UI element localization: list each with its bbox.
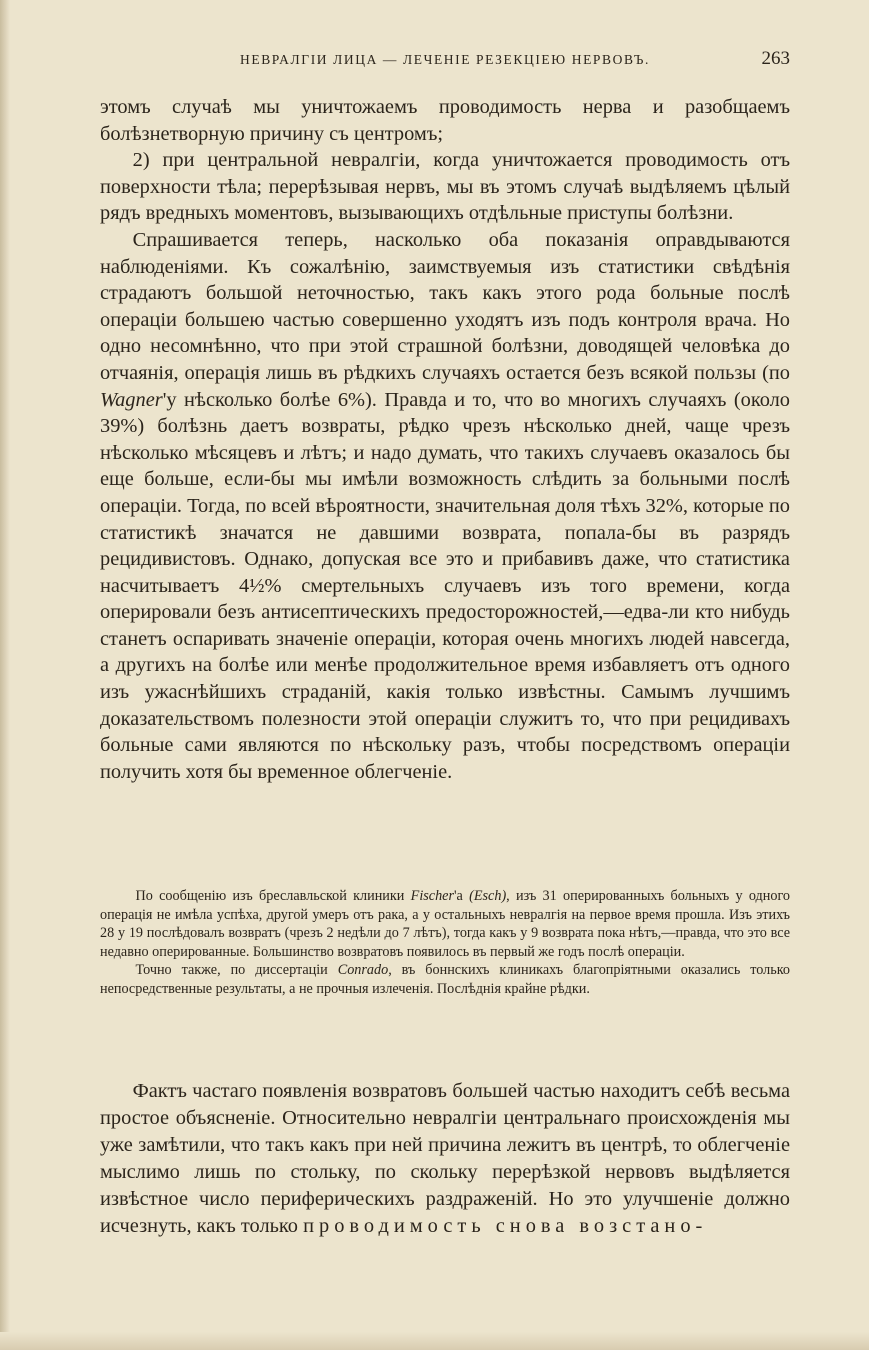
paragraph-4 <box>100 1078 790 1240</box>
footnote-1-part-c: , изъ 31 оперированныхъ больныхъ у одного операцiя не имѣла успѣха, другой умеръ отъ рака, а у остальныхъ невралгiя на первое время прошла. Изъ этихъ 28 у 19 послѣдовалъ возвратъ (чрезъ 2 недѣли до 7 лѣтъ), тогда какъ у 9 возврата пока нѣтъ,—правда, что это все недавно оперированные. Большинство возвратовъ появилось въ первый же годъ послѣ операцiи. <box>100 888 791 960</box>
footnotes <box>100 887 790 998</box>
footnote-1 <box>100 887 790 961</box>
paragraph-2: 2) при центральной невралгiи, когда уничтожается проводимость отъ поверхности тѣла; перерѣзывая нервъ, мы въ этомъ случаѣ выдѣляемъ цѣлый рядъ вредныхъ моментовъ, вызывающихъ отдѣльные приступы болѣзни. <box>100 149 790 225</box>
paragraph-1: этомъ случаѣ мы уничтожаемъ проводимость нерва и разобщаемъ болѣзнетворную причину съ центромъ; <box>100 96 790 145</box>
paragraph-3-part-a: Спрашивается теперь, насколько оба показанiя оправдываются наблюденiями. Къ сожалѣнiю, заимствуемыя изъ статистики свѣдѣнiя страдаютъ большой неточностью, такъ какъ этого рода больные послѣ операцiи большею частью совершенно уходятъ изъ подъ контроля врача. Но одно несомнѣнно, что при этой страшной болѣзни, доводящей человѣка до отчаянiя, операцiя лишь въ рѣдкихъ случаяхъ остается безъ всякой пользы (по <box>100 228 790 384</box>
page-header <box>100 50 790 76</box>
page-number: 263 <box>761 48 790 69</box>
author-conrado: Conrado <box>337 962 389 978</box>
continuation-text <box>100 1078 790 1240</box>
main-text <box>100 94 790 785</box>
paragraph-4-part-a: Фактъ частаго появленiя возвратовъ большей частью находитъ себѣ весьма простое объясненiе. Относительно невралгiи центральнаго происхожденiя мы уже замѣтили, что такъ какъ при ней причина лежитъ въ центрѣ, то облегченiе мыслимо лишь по стольку, по скольку перерѣзкой нервовъ выдѣляется извѣстное число периферическихъ раздраженiй. Но это улучшенiе должно исчезнуть, какъ только <box>100 1080 790 1237</box>
page-edge-shadow <box>0 0 10 1350</box>
author-esch: (Esch) <box>469 888 507 904</box>
footnote-2-part-a: Точно также, по диссертацiи <box>135 962 328 978</box>
running-head: НЕВРАЛГIИ ЛИЦА — ЛЕЧЕНIЕ РЕЗЕКЦIЕЮ НЕРВОВЪ. <box>240 52 650 67</box>
author-fischer: Fischer <box>410 888 454 904</box>
spaced-emphasis: проводимость снова возстано- <box>303 1215 708 1237</box>
paragraph-3 <box>100 227 790 785</box>
paragraph-3-part-b: 'у нѣсколько болѣе 6%). Правда и то, что во многихъ случаяхъ (около 39%) болѣзнь даетъ возвраты, рѣдко чрезъ нѣсколько дней, чаще чрезъ нѣсколько мѣсяцевъ и лѣтъ; и надо думать, что такихъ случаевъ оказалось бы еще больше, если-бы мы имѣли возможность слѣдить за больными послѣ операцiи. Тогда, по всей вѣроятности, значительная доля тѣхъ 32%, которые по статистикѣ значатся не давшими возврата, попала-бы въ разрядъ рецидивистовъ. Однако, допуская все это и прибавивъ даже, что статистика насчитываетъ 4½% смертельныхъ случаевъ изъ того времени, когда оперировали безъ антисептическихъ предосторожностей,—едва-ли кто нибудь станетъ оспаривать значенiе операцiи, которая очень многихъ людей навсегда, а другихъ на болѣе или менѣе продолжительное время избавляетъ отъ одного изъ ужаснѣйшихъ страданiй, какiя только извѣстны. Самымъ лучшимъ доказательствомъ полезности этой операцiи служитъ то, что при рецидивахъ больные сами являются по нѣскольку разъ, чтобы посредствомъ операцiи получить хотя бы временное облегченiе. <box>100 388 790 783</box>
footnote-2 <box>100 961 790 998</box>
page-bottom-edge <box>0 1332 869 1350</box>
author-wagner: Wagner <box>100 388 163 411</box>
footnote-1-part-b: 'а <box>454 888 463 904</box>
footnote-1-part-a: По сообщенiю изъ бреславльской клиники <box>135 888 405 904</box>
footnote-2-part-b: , въ боннскихъ клиникахъ благопрiятными оказались только непосредственные результаты, а не прочныя излеченiя. Послѣднiя крайне рѣдки. <box>100 962 791 997</box>
